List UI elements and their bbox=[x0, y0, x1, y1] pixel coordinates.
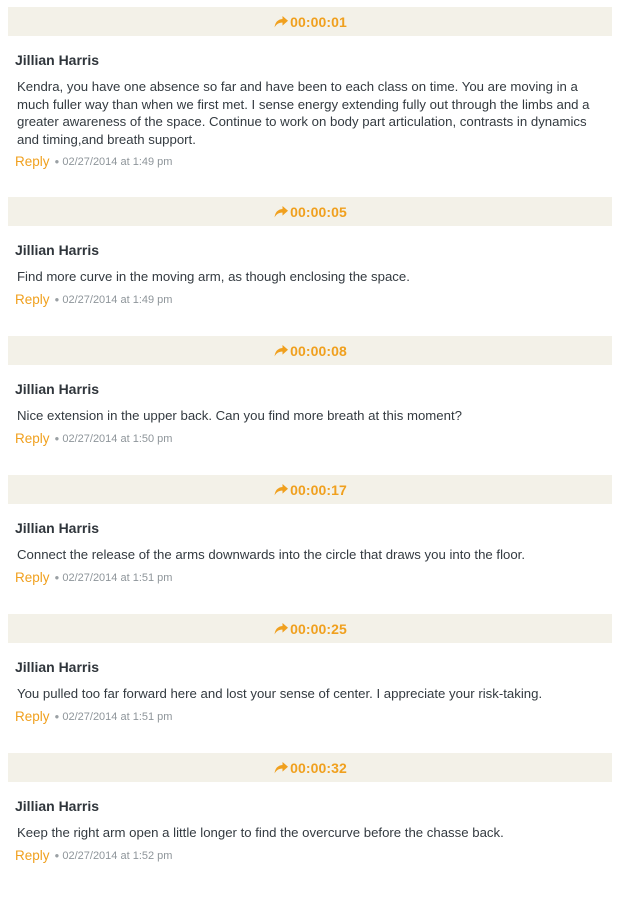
comment-text: You pulled too far forward here and lost your sense of center. I appreciate your risk-taking. bbox=[17, 686, 543, 701]
reply-link[interactable]: Reply bbox=[15, 430, 50, 446]
comment-body bbox=[17, 658, 607, 726]
comment-body bbox=[17, 241, 607, 309]
timestamp-jump-button[interactable] bbox=[8, 336, 612, 365]
post-date: 02/27/2014 at 1:50 pm bbox=[62, 432, 173, 445]
comment-meta bbox=[15, 708, 607, 726]
post-date: 02/27/2014 at 1:49 pm bbox=[62, 156, 173, 168]
post-date: 02/27/2014 at 1:49 pm bbox=[62, 293, 173, 306]
timestamp-text: 00:00:32 bbox=[290, 759, 347, 776]
timestamp-text: 00:00:08 bbox=[290, 342, 347, 359]
share-arrow-icon bbox=[273, 622, 289, 636]
timestamp-text: 00:00:25 bbox=[290, 620, 347, 637]
author-name: Jillian Harris bbox=[15, 381, 100, 397]
timestamp-jump-button[interactable] bbox=[8, 475, 612, 504]
reply-link[interactable]: Reply bbox=[15, 847, 50, 863]
comment-text: Kendra, you have one absence so far and have been to each class on time. You are moving in a much fuller way than when we first met. I sense energy extending fully out through the limbs and a greater awareness of the space. Continue to work on body part articulation, contrasts in dynamics and timing,and breath support. bbox=[17, 79, 590, 147]
comment-item bbox=[0, 329, 639, 468]
comment-meta bbox=[15, 291, 607, 309]
comment-text: Find more curve in the moving arm, as though enclosing the space. bbox=[17, 269, 410, 284]
author-name: Jillian Harris bbox=[15, 659, 100, 675]
reply-link[interactable]: Reply bbox=[15, 291, 50, 307]
share-arrow-icon bbox=[273, 205, 289, 219]
comment-meta bbox=[15, 847, 607, 865]
comment-item bbox=[0, 190, 639, 329]
comment-text: Nice extension in the upper back. Can you find more breath at this moment? bbox=[17, 408, 462, 423]
dot-separator: ● bbox=[54, 294, 60, 304]
author-name: Jillian Harris bbox=[15, 242, 100, 258]
dot-separator: ● bbox=[54, 157, 60, 166]
dot-separator: ● bbox=[54, 433, 60, 443]
timestamp-text: 00:00:01 bbox=[290, 13, 347, 30]
reply-link[interactable]: Reply bbox=[15, 154, 50, 169]
share-arrow-icon bbox=[273, 761, 289, 775]
reply-link[interactable]: Reply bbox=[15, 569, 50, 585]
comment-item bbox=[0, 607, 639, 746]
author-name: Jillian Harris bbox=[15, 52, 100, 68]
comment-text: Keep the right arm open a little longer to find the overcurve before the chasse back. bbox=[17, 825, 504, 840]
author-name: Jillian Harris bbox=[15, 520, 100, 536]
comment-meta bbox=[15, 569, 607, 587]
comment-body bbox=[17, 380, 607, 448]
dot-separator: ● bbox=[54, 711, 60, 721]
post-date: 02/27/2014 at 1:52 pm bbox=[62, 849, 173, 862]
post-date: 02/27/2014 at 1:51 pm bbox=[62, 571, 173, 584]
share-arrow-icon bbox=[273, 15, 289, 29]
author-name: Jillian Harris bbox=[15, 798, 100, 814]
comment-meta bbox=[15, 153, 607, 171]
comment-item bbox=[0, 468, 639, 607]
dot-separator: ● bbox=[54, 850, 60, 860]
timestamp-jump-button[interactable] bbox=[8, 753, 612, 782]
dot-separator: ● bbox=[54, 572, 60, 582]
timestamp-jump-button[interactable] bbox=[8, 614, 612, 643]
share-arrow-icon bbox=[273, 344, 289, 358]
comment-meta bbox=[15, 430, 607, 448]
comment-body bbox=[17, 797, 607, 865]
post-date: 02/27/2014 at 1:51 pm bbox=[62, 710, 173, 723]
comment-text: Connect the release of the arms downwards into the circle that draws you into the floor. bbox=[17, 547, 525, 562]
share-arrow-icon bbox=[273, 483, 289, 497]
timestamp-text: 00:00:05 bbox=[290, 203, 347, 220]
comment-body bbox=[17, 519, 607, 587]
comment-item bbox=[0, 0, 639, 190]
comment-body bbox=[17, 51, 607, 171]
timestamp-text: 00:00:17 bbox=[290, 481, 347, 498]
comment-item bbox=[0, 746, 639, 885]
timestamp-jump-button[interactable] bbox=[8, 197, 612, 226]
reply-link[interactable]: Reply bbox=[15, 708, 50, 724]
timestamp-jump-button[interactable] bbox=[8, 7, 612, 36]
